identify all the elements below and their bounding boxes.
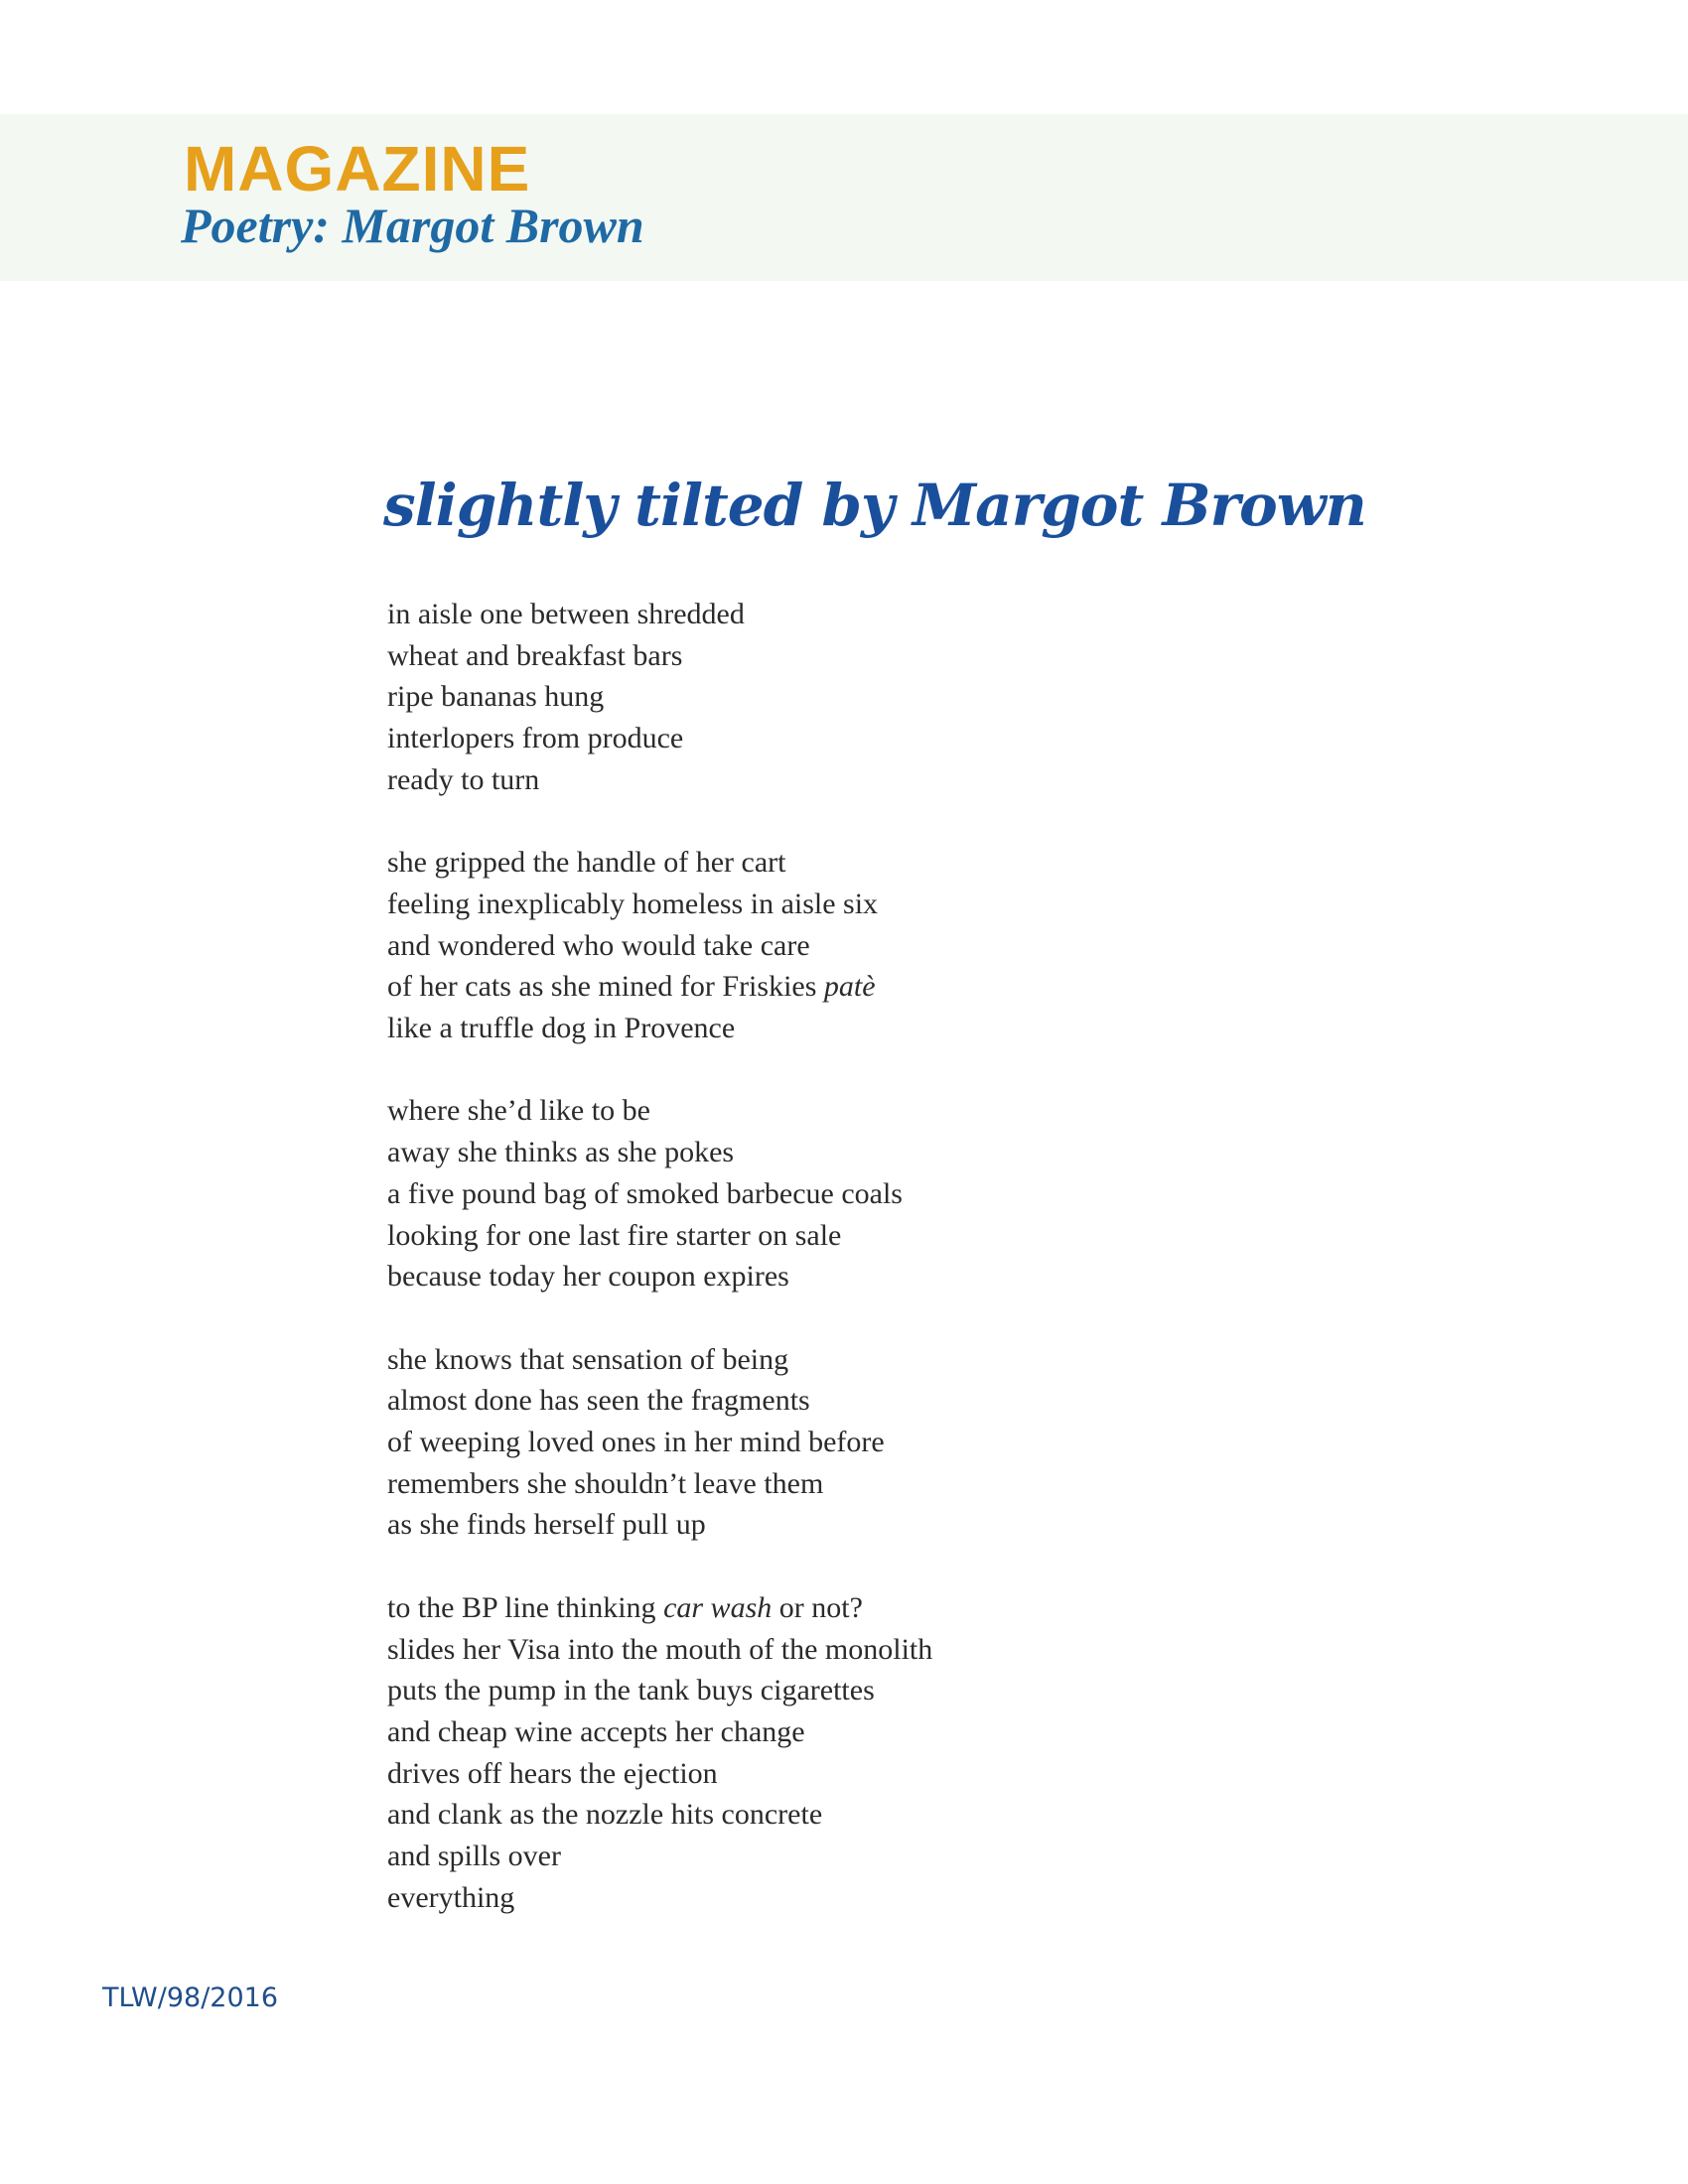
poem-line: almost done has seen the fragments xyxy=(387,1384,810,1418)
poem-line xyxy=(387,1587,1281,1629)
poem-line: puts the pump in the tank buys cigarettes xyxy=(387,1674,875,1707)
poem-line: of weeping loved ones in her mind before xyxy=(387,1426,885,1459)
poem-line: she knows that sensation of being xyxy=(387,1342,789,1376)
poem-line: wheat and breakfast bars xyxy=(387,638,683,672)
poem-body xyxy=(387,594,1281,1960)
poem-line: where she’d like to be xyxy=(387,1094,650,1128)
poem-line: slides her Visa into the mouth of the monolith xyxy=(387,1632,933,1666)
poem-line: ready to turn xyxy=(387,762,540,796)
poem-line: ripe bananas hung xyxy=(387,680,605,714)
poem-line-emphasis: patè xyxy=(823,970,876,1004)
poem-line: as she finds herself pull up xyxy=(387,1508,706,1542)
poem-stanza xyxy=(387,842,1281,1049)
section-subtitle: Poetry: Margot Brown xyxy=(181,198,644,253)
footer-issue-code: TLW/98/2016 xyxy=(102,1982,279,2013)
poem-line-text: to the BP line thinking xyxy=(387,1590,664,1624)
poem-line-text: or not? xyxy=(772,1590,863,1624)
section-label: MAGAZINE xyxy=(184,133,531,205)
poem-stanza xyxy=(387,1090,1281,1297)
poem-line: a five pound bag of smoked barbecue coals xyxy=(387,1176,903,1210)
poem-line: remembers she shouldn’t leave them xyxy=(387,1466,824,1500)
poem-line: and clank as the nozzle hits concrete xyxy=(387,1798,823,1832)
poem-line-emphasis: car wash xyxy=(663,1590,773,1624)
poem-line: looking for one last fire starter on sale xyxy=(387,1218,842,1252)
poem-line: everything xyxy=(387,1880,515,1914)
poem-line: feeling inexplicably homeless in aisle six xyxy=(387,887,879,920)
poem-line: she gripped the handle of her cart xyxy=(387,846,786,880)
poem-title: slightly tilted by Margot Brown xyxy=(383,472,1366,539)
poem-line: and wondered who would take care xyxy=(387,928,810,962)
poem-line: and spills over xyxy=(387,1840,561,1873)
poem-stanza xyxy=(387,594,1281,801)
poem-line: drives off hears the ejection xyxy=(387,1756,718,1790)
poem-line: because today her coupon expires xyxy=(387,1260,789,1294)
poem-line: like a truffle dog in Provence xyxy=(387,1012,736,1045)
poem-line-text: of her cats as she mined for Friskies xyxy=(387,970,824,1004)
poem-stanza xyxy=(387,1587,1281,1919)
poem-line: away she thinks as she pokes xyxy=(387,1136,735,1169)
poem-line: in aisle one between shredded xyxy=(387,598,745,630)
poem-line: interlopers from produce xyxy=(387,722,684,755)
poem-line: and cheap wine accepts her change xyxy=(387,1714,805,1748)
poem-stanza xyxy=(387,1339,1281,1547)
poem-line xyxy=(387,966,1281,1008)
